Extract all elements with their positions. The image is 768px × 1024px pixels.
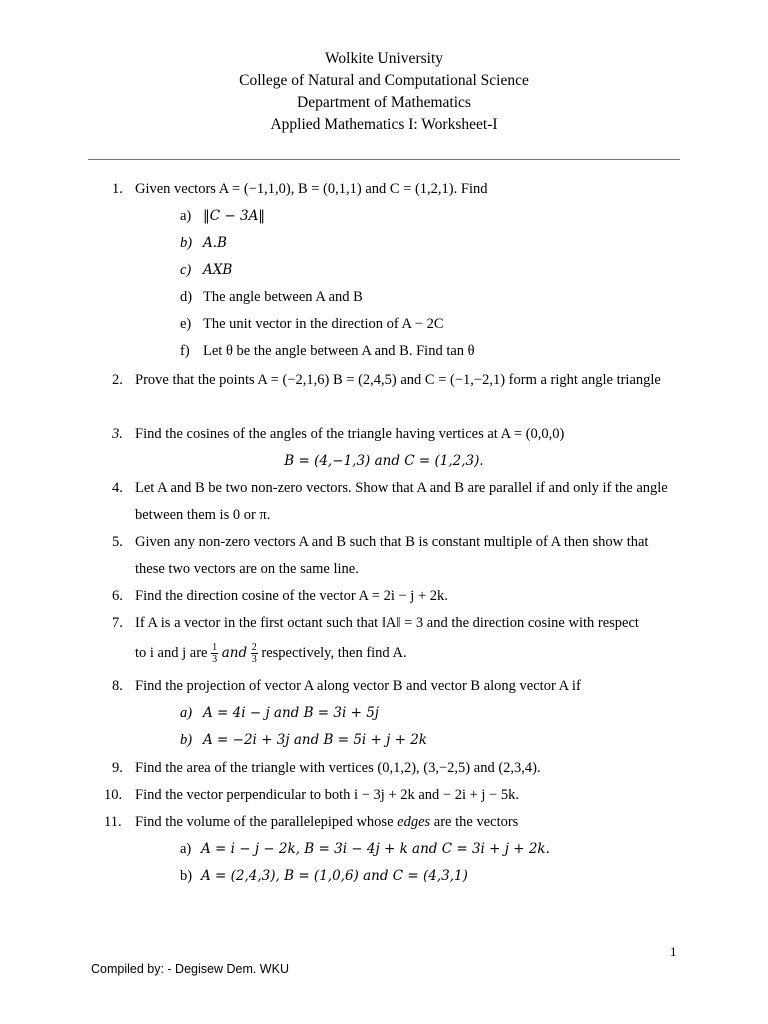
subquestion-1a [180, 203, 265, 230]
subquestion-label: d) [180, 289, 193, 305]
question-text: Find the cosines of the angles of the triangle having vertices at A = (0,0,0) [135, 426, 565, 442]
subquestion-11a [180, 836, 550, 863]
question-number: 4. [112, 480, 123, 496]
subquestion-11b [180, 863, 468, 890]
question-text [135, 809, 680, 836]
question-text: Prove that the points A = (−2,1,6) B = (2,4,5) and C = (−1,−2,1) form a right angle triangle [135, 372, 661, 388]
question-text: Find the direction cosine of the vector A = 2i − j + 2k. [135, 588, 448, 604]
subquestion-1d [180, 284, 363, 311]
subquestion-1e [180, 311, 444, 338]
question-7-line2 [135, 639, 407, 667]
question-number: 10. [104, 787, 123, 803]
footer-credit: Compiled by: - Degisew Dem. WKU [91, 962, 289, 976]
subquestion-text: Let θ be the angle between A and B. Find tan θ [203, 343, 475, 359]
question-number: 6. [112, 588, 123, 604]
fraction-denominator: 3 [251, 654, 257, 666]
university-name: Wolkite University [325, 50, 443, 67]
question-7-text-prefix: to i and j are [135, 645, 208, 661]
page-number: 1 [670, 944, 677, 959]
question-text: Find the projection of vector A along vector B and vector B along vector A if [135, 678, 581, 694]
emphasis-edges: edges [397, 814, 431, 830]
document-header [0, 48, 768, 136]
question-number: 3. [112, 426, 123, 442]
header-divider [88, 159, 680, 160]
question-number: 5. [112, 534, 123, 550]
question-number: 1. [112, 181, 123, 197]
subquestion-label: b) [180, 868, 193, 884]
subquestion-1b [180, 230, 227, 257]
subquestion-1f [180, 338, 475, 365]
subquestion-label: b) [180, 732, 193, 748]
question-text: Let A and B be two non-zero vectors. Show that A and B are parallel if and only if the angle between them is 0 or π. [135, 480, 668, 523]
question-5 [112, 529, 682, 583]
department-name: Department of Mathematics [297, 94, 471, 111]
subquestion-label: c) [180, 262, 192, 278]
subquestion-text: The angle between A and B [203, 289, 363, 305]
subquestion-text: ‖C − 3A‖ [203, 208, 266, 224]
question-text: Given vectors A = (−1,1,0), B = (0,1,1) and C = (1,2,1). Find [135, 181, 488, 197]
question-text-start: Find the volume of the parallelepiped whose [135, 814, 394, 830]
college-name: College of Natural and Computational Science [239, 72, 529, 89]
question-number: 9. [112, 760, 123, 776]
subquestion-text: AXB [203, 262, 233, 278]
question-7-text-suffix: respectively, then find A. [261, 645, 407, 661]
subquestion-8b [180, 727, 427, 754]
question-number: 7. [112, 615, 123, 631]
question-number: 8. [112, 678, 123, 694]
question-3-line2: B = (4,−1,3) and C = (1,2,3). [284, 453, 484, 469]
subquestion-label: a) [180, 841, 192, 857]
subquestion-text: A = i − j − 2k, B = 3i − 4j + k and C = 3i + j + 2k. [201, 841, 550, 857]
fraction-numerator: 1 [212, 642, 218, 654]
question-2 [112, 367, 682, 421]
fraction-one-third [211, 642, 218, 665]
subquestion-label: b) [180, 235, 193, 251]
fraction-numerator: 2 [251, 642, 257, 654]
subquestion-text: A = 4i − j and B = 3i + 5j [203, 705, 379, 721]
fraction-two-thirds [251, 642, 258, 665]
subquestion-text: A = −2i + 3j and B = 5i + j + 2k [203, 732, 427, 748]
question-text: Given any non-zero vectors A and B such that B is constant multiple of A then show that these two vectors are on the same line. [135, 534, 649, 577]
subquestion-label: a) [180, 705, 193, 721]
subquestion-text: A = (2,4,3), B = (1,0,6) and C = (4,3,1) [201, 868, 468, 884]
question-text-end: are the vectors [433, 814, 519, 830]
question-number: 2. [112, 372, 123, 388]
question-text: Find the vector perpendicular to both i − 3j + 2k and − 2i + j − 5k. [135, 787, 519, 803]
subquestion-8a [180, 700, 379, 727]
subquestion-label: a) [180, 208, 192, 224]
subquestion-label: f) [180, 343, 190, 359]
question-text: Find the area of the triangle with vertices (0,1,2), (3,−2,5) and (2,3,4). [135, 760, 541, 776]
fraction-denominator: 3 [212, 654, 218, 666]
question-text: If A is a vector in the first octant such that ‖A‖ = 3 and the direction cosine with respect [135, 615, 639, 631]
question-number: 11. [104, 814, 122, 830]
question-4 [112, 475, 682, 529]
subquestion-1c [180, 257, 232, 284]
worksheet-title: Applied Mathematics I: Worksheet-I [270, 116, 498, 133]
connector-and: and [221, 645, 248, 661]
subquestion-label: e) [180, 316, 192, 332]
subquestion-text: A.B [203, 235, 227, 251]
subquestion-text: The unit vector in the direction of A − 2C [203, 316, 444, 332]
